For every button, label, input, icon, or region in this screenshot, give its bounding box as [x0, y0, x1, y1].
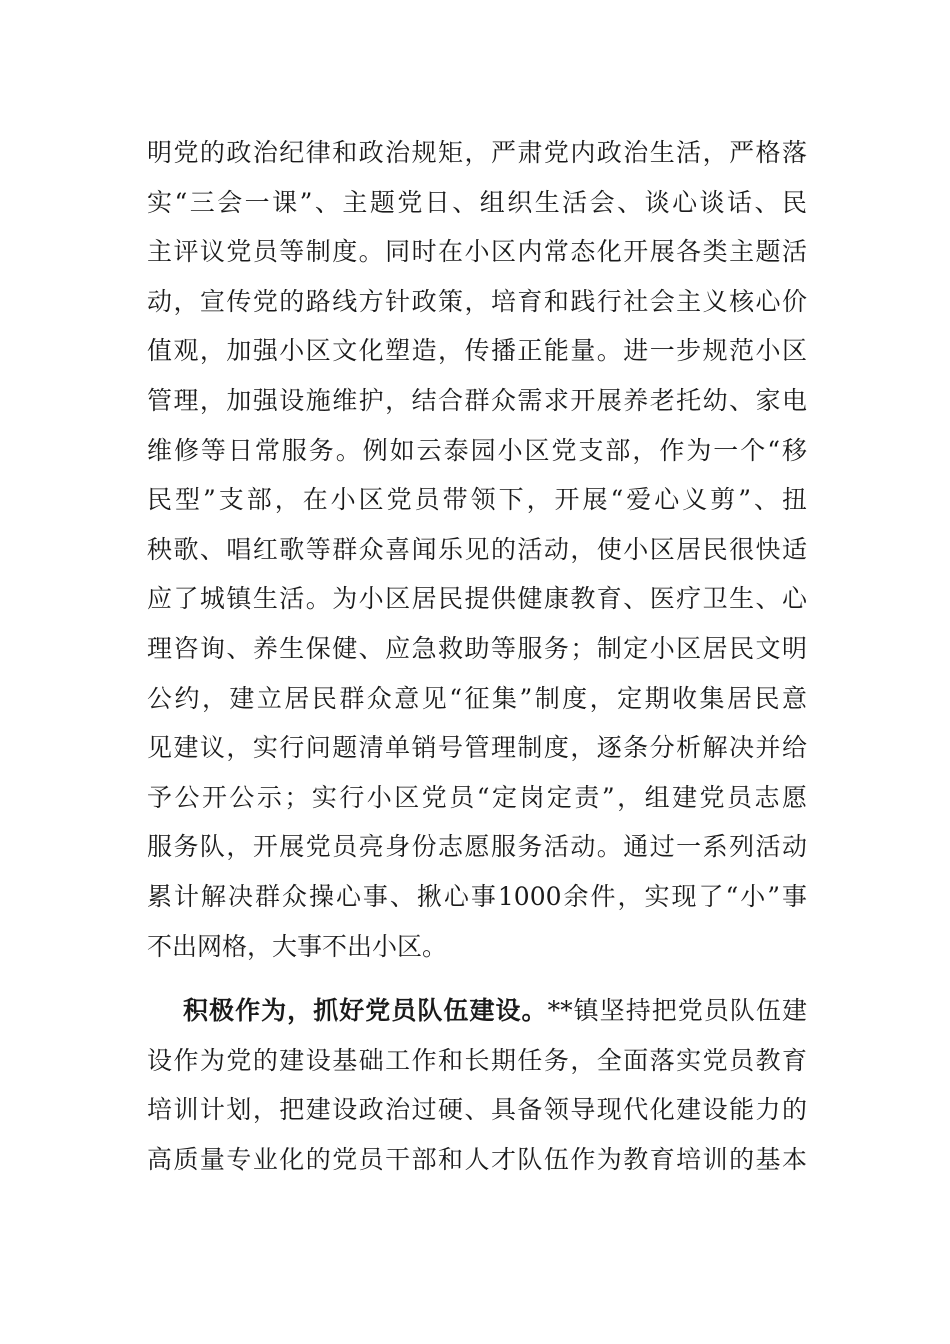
text-line: 应了城镇生活。为小区居民提供健康教育、医疗卫生、心	[147, 584, 807, 614]
text-line: 主评议党员等制度。同时在小区内常态化开展各类主题活	[147, 237, 807, 267]
text-line: 予公开公示；实行小区党员“定岗定责”，组建党员志愿	[147, 782, 807, 812]
text-line: 明党的政治纪律和政治规矩，严肃党内政治生活，严格落	[147, 138, 807, 167]
paragraph-community-governance	[147, 128, 807, 971]
text-line: 实“三会一课”、主题党日、组织生活会、谈心谈话、民	[147, 187, 807, 217]
text-line: 公约，建立居民群众意见“征集”制度，定期收集居民意	[147, 683, 807, 713]
text-line: 累计解决群众操心事、揪心事1000余件，实现了“小”事	[147, 881, 807, 911]
heading-continuation: **镇坚持把党员队伍建	[547, 996, 807, 1025]
text-line: 值观，加强小区文化塑造，传播正能量。进一步规范小区	[147, 336, 807, 366]
text-line: 秧歌、唱红歌等群众喜闻乐见的活动，使小区居民很快适	[147, 534, 807, 564]
text-line: 服务队，开展党员亮身份志愿服务活动。通过一系列活动	[147, 832, 807, 862]
text-line: 不出网格，大事不出小区。	[147, 931, 448, 961]
paragraph-heading: 积极作为，抓好党员队伍建设。	[183, 996, 548, 1025]
text-line: 培训计划，把建设政治过硬、具备领导现代化建设能力的	[147, 1095, 807, 1125]
text-line: 理咨询、养生保健、应急救助等服务；制定小区居民文明	[147, 633, 807, 663]
text-line: 设作为党的建设基础工作和长期任务，全面落实党员教育	[147, 1045, 807, 1075]
text-line: 民型”支部，在小区党员带领下，开展“爱心义剪”、扭	[147, 485, 807, 515]
text-line: 维修等日常服务。例如云泰园小区党支部，作为一个“移	[147, 435, 807, 465]
text-line: 高质量专业化的党员干部和人才队伍作为教育培训的基本	[147, 1144, 807, 1174]
text-line: 动，宣传党的路线方针政策，培育和践行社会主义核心价	[147, 286, 807, 316]
text-line-first	[147, 986, 807, 1036]
paragraph-party-member-team	[147, 986, 807, 1184]
text-line: 见建议，实行问题清单销号管理制度，逐条分析解决并给	[147, 733, 807, 763]
text-line: 管理，加强设施维护，结合群众需求开展养老托幼、家电	[147, 385, 807, 415]
